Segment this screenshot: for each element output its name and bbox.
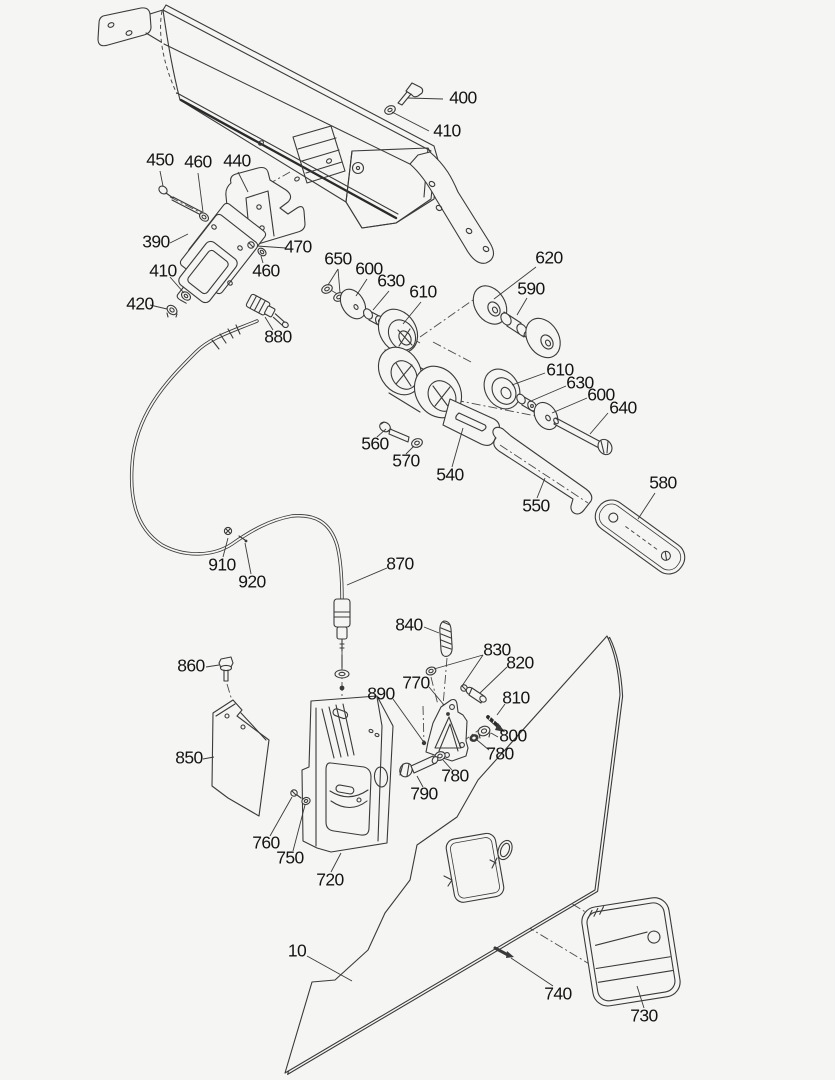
part-label-800: 800: [499, 725, 527, 746]
part-label-910: 910: [208, 554, 236, 575]
part-label-390: 390: [142, 231, 170, 252]
part-label-750: 750: [276, 847, 304, 868]
part-label-810: 810: [502, 687, 530, 708]
part-label-730: 730: [630, 1005, 658, 1026]
part-label-860: 860: [177, 655, 205, 676]
part-label-920: 920: [238, 571, 266, 592]
part-label-410-top: 410: [433, 120, 461, 141]
part-label-620: 620: [535, 247, 563, 268]
gusset-770-group: [398, 621, 505, 779]
part-label-820: 820: [506, 652, 534, 673]
part-label-460-mid: 460: [252, 260, 280, 281]
fuel-door-730: [580, 896, 683, 1009]
throttle-cable-870: [132, 294, 350, 691]
part-label-780-upper: 780: [486, 743, 514, 764]
part-label-590: 590: [517, 278, 545, 299]
strap-550: [493, 427, 592, 514]
part-label-570: 570: [392, 450, 420, 471]
part-label-880: 880: [264, 326, 292, 347]
part-label-720: 720: [316, 869, 344, 890]
part-label-460-top: 460: [184, 151, 212, 172]
mount-group-390: [157, 168, 305, 318]
part-label-470: 470: [284, 236, 312, 257]
part-label-840: 840: [395, 614, 423, 635]
part-label-770: 770: [402, 672, 430, 693]
part-label-780-lower: 780: [441, 765, 469, 786]
part-label-640: 640: [609, 397, 637, 418]
part-label-420: 420: [126, 293, 154, 314]
bracket-720: [291, 696, 393, 852]
part-label-740: 740: [544, 983, 572, 1004]
part-label-440: 440: [223, 150, 251, 171]
part-label-450: 450: [146, 149, 174, 170]
part-label-580: 580: [649, 472, 677, 493]
part-label-630-lower: 630: [566, 372, 594, 393]
part-label-610-lower: 610: [546, 359, 574, 380]
link-bar-580: [589, 494, 690, 580]
part-label-650: 650: [324, 248, 352, 269]
part-label-10: 10: [287, 940, 307, 961]
part-label-850: 850: [175, 747, 203, 768]
shield-850-group: [212, 657, 269, 816]
part-label-600-lower: 600: [587, 384, 615, 405]
part-label-560: 560: [361, 433, 389, 454]
part-label-870: 870: [386, 553, 414, 574]
part-label-760: 760: [252, 832, 280, 853]
part-label-550: 550: [522, 495, 550, 516]
part-label-600-upper: 600: [355, 258, 383, 279]
part-label-540: 540: [436, 464, 464, 485]
pin-740: [495, 948, 514, 958]
part-label-790: 790: [410, 783, 438, 804]
part-label-630-upper: 630: [377, 270, 405, 291]
part-label-890: 890: [367, 683, 395, 704]
bellcrank-540-group: [370, 339, 615, 457]
part-label-610-upper: 610: [409, 281, 437, 302]
bolt-400-washer-410: [383, 83, 422, 116]
part-label-830: 830: [483, 639, 511, 660]
part-label-410-mid: 410: [149, 260, 177, 281]
idler-group-upper: [320, 280, 567, 364]
part-label-400: 400: [449, 87, 477, 108]
